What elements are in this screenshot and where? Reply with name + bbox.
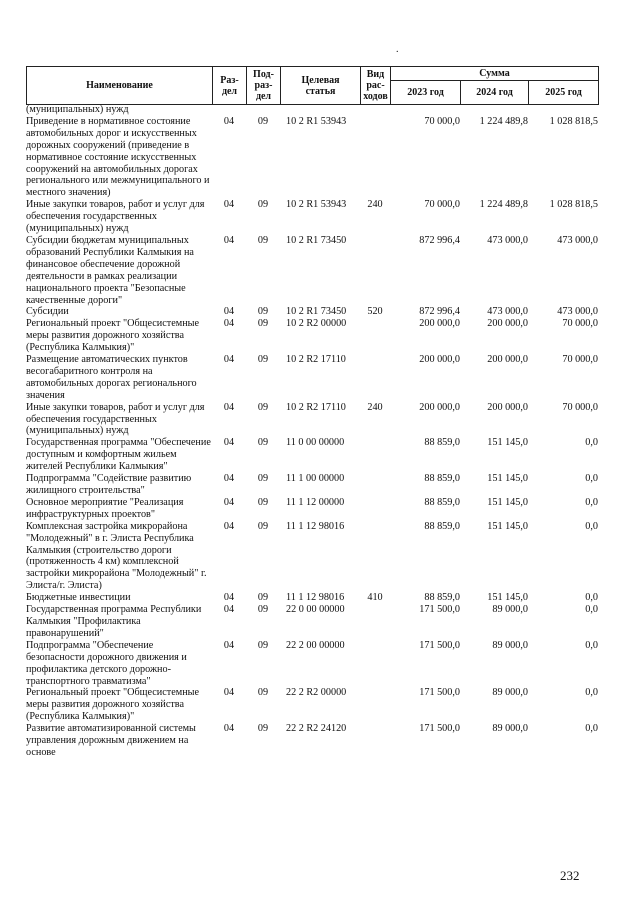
- cell-razdel: 04: [223, 306, 235, 318]
- cell-y2024: 473 000,0: [487, 234, 528, 246]
- table-row: [26, 354, 598, 402]
- cell-target: 10 2 R1 73450: [286, 234, 347, 246]
- cell-podrazdel: 09: [257, 199, 269, 211]
- cell-target: 11 1 12 00000: [286, 496, 345, 508]
- cell-y2023: [390, 104, 460, 116]
- cell-y2024: 89 000,0: [492, 604, 528, 616]
- cell-vid: [360, 104, 390, 116]
- cell-vid: [360, 497, 390, 521]
- cell-y2025: 0,0: [585, 687, 598, 699]
- cell-y2023: 200 000,0: [419, 318, 460, 330]
- cell-target: 10 2 R1 53943: [286, 115, 347, 127]
- cell-y2025: 473 000,0: [557, 234, 598, 246]
- header-2023: 2023 год: [391, 81, 461, 105]
- cell-podrazdel: 09: [257, 639, 269, 651]
- cell-name: Бюджетные инвестиции: [26, 592, 131, 604]
- cell-y2025: [528, 104, 598, 116]
- cell-y2025: 0,0: [585, 520, 598, 532]
- cell-name: Комплексная застройка микрорайона "Молодежный" в г. Элиста Республика Калмыкия (строительство дороги (протяженность 4 км) комплексной застройки микрорайона "Молодежный" г. Элиста/г. Элиста): [26, 520, 207, 592]
- cell-podrazdel: 09: [257, 401, 269, 413]
- cell-y2024: 151 145,0: [487, 496, 528, 508]
- cell-y2023: 88 859,0: [424, 520, 460, 532]
- header-podrazdel: Под- раз- дел: [247, 67, 281, 105]
- cell-razdel: 04: [223, 234, 235, 246]
- cell-y2024: 1 224 489,8: [479, 199, 528, 211]
- cell-y2025: 473 000,0: [557, 306, 598, 318]
- cell-y2025: 0,0: [585, 496, 598, 508]
- table-row: [26, 402, 598, 438]
- cell-vid: [360, 723, 390, 759]
- table-row: [26, 437, 598, 473]
- cell-name: Иные закупки товаров, работ и услуг для обеспечения государственных (муниципальных) нужд: [26, 401, 205, 437]
- cell-y2024: 151 145,0: [487, 437, 528, 449]
- table-body: [26, 104, 598, 759]
- cell-y2025: 0,0: [585, 592, 598, 604]
- cell-name: Субсидии: [26, 306, 69, 318]
- cell-podrazdel: 09: [257, 473, 269, 485]
- cell-y2025: 0,0: [585, 723, 598, 735]
- table-row: [26, 640, 598, 688]
- header-2025: 2025 год: [529, 81, 599, 105]
- cell-y2024: 151 145,0: [487, 473, 528, 485]
- table-row: [26, 306, 598, 318]
- cell-target: 10 2 R2 17110: [286, 401, 346, 413]
- cell-podrazdel: 09: [257, 687, 269, 699]
- cell-podrazdel: 09: [257, 354, 269, 366]
- cell-name: Субсидии бюджетам муниципальных образований Республики Калмыкия на финансовое обеспечение дорожной деятельности в рамках реализации национального проекта "Безопасные качественные дороги": [26, 234, 194, 306]
- cell-y2025: 0,0: [585, 473, 598, 485]
- cell-y2025: 70 000,0: [562, 401, 598, 413]
- cell-vid: [360, 235, 390, 306]
- page-mark: .: [396, 44, 399, 55]
- cell-target: 10 2 R1 53943: [286, 199, 347, 211]
- cell-vid: 240: [367, 199, 383, 211]
- cell-target: 22 0 00 00000: [286, 604, 345, 616]
- cell-target: 10 2 R1 73450: [286, 306, 347, 318]
- cell-y2023: 171 500,0: [419, 723, 460, 735]
- cell-podrazdel: 09: [257, 604, 269, 616]
- cell-target: [280, 104, 360, 116]
- cell-razdel: 04: [223, 496, 235, 508]
- cell-name: Подпрограмма "Обеспечение безопасности дорожного движения и профилактика детского дорожно-транспортного травматизма": [26, 639, 187, 687]
- page-number: 232: [560, 868, 580, 883]
- cell-y2023: 88 859,0: [424, 473, 460, 485]
- cell-target: 11 0 00 00000: [286, 437, 345, 449]
- cell-y2024: 151 145,0: [487, 520, 528, 532]
- cell-y2023: 200 000,0: [419, 401, 460, 413]
- cell-y2023: 70 000,0: [424, 199, 460, 211]
- cell-name: Государственная программа Республики Калмыкия "Профилактика правонарушений": [26, 604, 202, 639]
- cell-y2024: 151 145,0: [487, 592, 528, 604]
- cell-vid: [360, 116, 390, 199]
- cell-vid: [360, 604, 390, 640]
- cell-y2024: 89 000,0: [492, 687, 528, 699]
- cell-y2024: 89 000,0: [492, 639, 528, 651]
- cell-razdel: 04: [223, 687, 235, 699]
- header-summa: Сумма: [391, 67, 599, 81]
- cell-vid: [360, 687, 390, 723]
- table-row: [26, 723, 598, 759]
- cell-razdel: [212, 104, 246, 116]
- table-row: [26, 497, 598, 521]
- cell-y2023: 171 500,0: [419, 687, 460, 699]
- table-header: [26, 66, 599, 105]
- cell-target: 11 1 00 00000: [286, 473, 345, 485]
- cell-name: Приведение в нормативное состояние автомобильных дорог и искусственных дорожных сооружений (приведение в нормативное состояние искусственных сооружений на автомобильных дорогах регионального или межмуниципального и местного значения): [26, 115, 210, 199]
- cell-podrazdel: 09: [257, 234, 269, 246]
- table-row: [26, 604, 598, 640]
- cell-podrazdel: 09: [257, 520, 269, 532]
- cell-razdel: 04: [223, 592, 235, 604]
- table-row: [26, 318, 598, 354]
- cell-y2024: 200 000,0: [487, 318, 528, 330]
- cell-name: Иные закупки товаров, работ и услуг для обеспечения государственных (муниципальных) нужд: [26, 199, 205, 235]
- cell-y2025: 1 028 818,5: [549, 115, 598, 127]
- cell-podrazdel: 09: [257, 496, 269, 508]
- cell-vid: [360, 640, 390, 688]
- cell-target: 22 2 R2 00000: [286, 687, 347, 699]
- cell-y2025: 70 000,0: [562, 354, 598, 366]
- cell-y2023: 872 996,4: [419, 234, 460, 246]
- cell-name: (муниципальных) нужд: [26, 104, 129, 115]
- cell-name: Государственная программа "Обеспечение доступным и комфортным жильем жителей Республики Калмыкия": [26, 437, 211, 473]
- table-row: [26, 116, 598, 199]
- cell-name: Основное мероприятие "Реализация инфраструктурных проектов": [26, 496, 184, 520]
- cell-name: Региональный проект "Общесистемные меры развития дорожного хозяйства (Республика Калмыкия)": [26, 318, 200, 354]
- cell-vid: [360, 473, 390, 497]
- cell-y2024: 200 000,0: [487, 354, 528, 366]
- cell-razdel: 04: [223, 401, 235, 413]
- header-vid: Вид рас- ходов: [361, 67, 391, 105]
- cell-y2024: 1 224 489,8: [479, 115, 528, 127]
- cell-target: 22 2 R2 24120: [286, 723, 347, 735]
- cell-vid: 240: [367, 401, 383, 413]
- cell-y2024: 89 000,0: [492, 723, 528, 735]
- table-row: [26, 521, 598, 592]
- cell-y2023: 88 859,0: [424, 496, 460, 508]
- cell-y2023: 70 000,0: [424, 115, 460, 127]
- header-name: Наименование: [27, 67, 213, 105]
- cell-target: 10 2 R2 00000: [286, 318, 347, 330]
- cell-name: Региональный проект "Общесистемные меры развития дорожного хозяйства (Республика Калмыкия)": [26, 687, 200, 723]
- cell-y2023: 88 859,0: [424, 592, 460, 604]
- cell-y2023: 171 500,0: [419, 604, 460, 616]
- cell-y2024: 473 000,0: [487, 306, 528, 318]
- table-row: [26, 592, 598, 604]
- cell-razdel: 04: [223, 723, 235, 735]
- cell-target: 11 1 12 98016: [286, 520, 345, 532]
- cell-y2024: [460, 104, 528, 116]
- cell-y2023: 872 996,4: [419, 306, 460, 318]
- cell-y2025: 70 000,0: [562, 318, 598, 330]
- table-row: [26, 235, 598, 306]
- cell-y2025: 1 028 818,5: [549, 199, 598, 211]
- cell-razdel: 04: [223, 437, 235, 449]
- cell-razdel: 04: [223, 318, 235, 330]
- cell-podrazdel: 09: [257, 723, 269, 735]
- cell-razdel: 04: [223, 604, 235, 616]
- cell-podrazdel: 09: [257, 437, 269, 449]
- header-2024: 2024 год: [461, 81, 529, 105]
- cell-vid: [360, 318, 390, 354]
- cell-podrazdel: 09: [257, 306, 269, 318]
- table-row: [26, 473, 598, 497]
- cell-vid: [360, 354, 390, 402]
- cell-name: Развитие автоматизированной системы управления дорожным движением на основе: [26, 723, 196, 758]
- cell-name: Размещение автоматических пунктов весогабаритного контроля на автомобильных дорогах регионального значения: [26, 354, 197, 401]
- table-row: [26, 104, 598, 116]
- table-row: [26, 199, 598, 235]
- cell-podrazdel: 09: [257, 592, 269, 604]
- cell-vid: 410: [367, 592, 383, 604]
- cell-vid: 520: [367, 306, 383, 318]
- cell-podrazdel: 09: [257, 115, 269, 127]
- header-razdel: Раз- дел: [213, 67, 247, 105]
- cell-razdel: 04: [223, 354, 235, 366]
- cell-y2023: 88 859,0: [424, 437, 460, 449]
- cell-razdel: 04: [223, 115, 235, 127]
- cell-y2025: 0,0: [585, 437, 598, 449]
- cell-target: 11 1 12 98016: [286, 592, 345, 604]
- header-target: Целевая статья: [281, 67, 361, 105]
- cell-razdel: 04: [223, 520, 235, 532]
- cell-y2025: 0,0: [585, 604, 598, 616]
- cell-y2023: 200 000,0: [419, 354, 460, 366]
- cell-razdel: 04: [223, 473, 235, 485]
- cell-y2023: 171 500,0: [419, 639, 460, 651]
- cell-razdel: 04: [223, 639, 235, 651]
- cell-name: Подпрограмма "Содействие развитию жилищного строительства": [26, 473, 192, 496]
- cell-podrazdel: [246, 104, 280, 116]
- cell-y2024: 200 000,0: [487, 401, 528, 413]
- cell-vid: [360, 521, 390, 592]
- cell-y2025: 0,0: [585, 639, 598, 651]
- cell-razdel: 04: [223, 199, 235, 211]
- cell-podrazdel: 09: [257, 318, 269, 330]
- table-row: [26, 687, 598, 723]
- cell-target: 22 2 00 00000: [286, 639, 345, 651]
- cell-vid: [360, 437, 390, 473]
- cell-target: 10 2 R2 17110: [286, 354, 346, 366]
